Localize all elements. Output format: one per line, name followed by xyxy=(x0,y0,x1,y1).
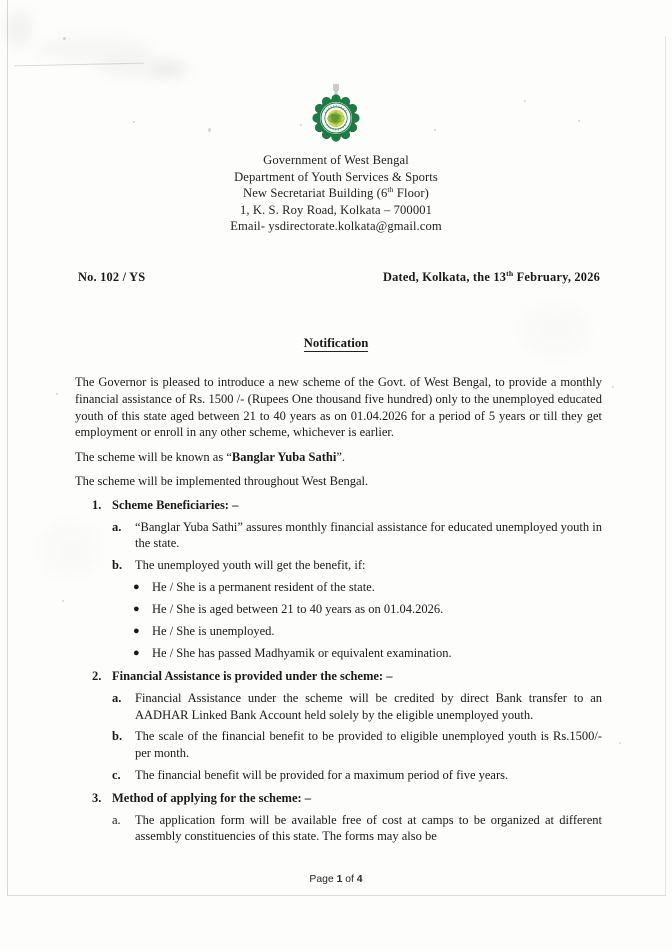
bullet-text: He / She is aged between 21 to 40 years as on 01.04.2026. xyxy=(152,601,444,616)
bullet-text: He / She is unemployed. xyxy=(152,623,275,638)
scan-speck xyxy=(619,742,621,744)
bullet-icon: ● xyxy=(133,580,140,593)
reference-number: No. 102 / YS xyxy=(78,270,146,284)
reference-row xyxy=(78,270,600,285)
reference-date xyxy=(383,270,600,285)
section-2-item-a xyxy=(75,690,602,724)
letterhead-line-email: Email- ysdirectorate.kolkata@gmail.com xyxy=(230,219,442,234)
scan-smudge xyxy=(150,62,190,80)
bullet-text: He / She is a permanent resident of the state. xyxy=(152,579,375,594)
section-1-item-a xyxy=(75,519,602,553)
scan-speck xyxy=(62,600,64,602)
section-heading-3 xyxy=(75,790,602,807)
item-text: The unemployed youth will get the benefit, if: xyxy=(135,558,366,573)
section-marker: 3. xyxy=(92,790,102,805)
section-marker: 1. xyxy=(92,497,102,512)
letterhead-line-building xyxy=(0,185,672,202)
footer-current-page: 1 xyxy=(336,874,343,885)
known-as-suffix: ”. xyxy=(336,450,346,465)
scan-smudge xyxy=(96,56,186,78)
item-marker: c. xyxy=(112,767,121,782)
page-footer xyxy=(0,874,672,885)
item-marker: a. xyxy=(112,812,121,827)
scan-speck xyxy=(56,393,58,395)
letterhead-line-address: 1, K. S. Roy Road, Kolkata – 700001 xyxy=(239,202,433,217)
scheme-name: Banglar Yuba Sathi xyxy=(231,450,337,465)
section-3-item-a xyxy=(75,812,602,846)
item-text: The scale of the financial benefit to be provided to eligible unemployed youth is Rs.1500/- per month. xyxy=(135,729,602,761)
bullet-icon: ● xyxy=(133,624,140,637)
section-heading-1 xyxy=(75,497,602,514)
letterhead-line-government: Government of West Bengal xyxy=(263,153,409,167)
item-marker: a. xyxy=(112,690,122,705)
scheme-name-line xyxy=(75,449,602,466)
section-heading-text: Method of applying for the scheme: – xyxy=(112,790,312,805)
scan-speck xyxy=(612,386,614,388)
date-suffix: February, 2026 xyxy=(513,270,600,284)
letterhead-line-department: Department of Youth Services & Sports xyxy=(234,169,438,184)
implementation-line: The scheme will be implemented throughout West Bengal. xyxy=(75,473,369,488)
item-text: Financial Assistance under the scheme will be credited by direct Bank transfer to an AADHAR Linked Bank Account held solely by the eligible unemployed youth. xyxy=(135,690,602,722)
scan-smudge xyxy=(34,34,154,64)
scan-crease xyxy=(14,63,144,67)
item-marker: b. xyxy=(112,558,123,573)
footer-middle: of xyxy=(342,874,357,885)
notification-title-text: Notification xyxy=(303,336,369,350)
scan-smudge xyxy=(6,10,32,48)
notification-title xyxy=(0,336,672,351)
page-edge-bottom xyxy=(7,895,666,896)
intro-paragraph: The Governor is pleased to introduce a new scheme of the Govt. of West Bengal, to provide a monthly financial assistance of Rs. 1500 /- (Rupees One thousand five hundred) only to the unemployed educated youth of this state aged between 21 to 40 years as on 01.04.2026 for a period of 5 years or till they get employment or enroll in any other scheme, whichever is earlier. xyxy=(75,375,602,440)
footer-total-pages: 4 xyxy=(356,874,363,885)
west-bengal-government-emblem-icon xyxy=(310,84,362,144)
eligibility-bullet-2 xyxy=(75,601,602,618)
building-suffix: Floor) xyxy=(393,186,429,201)
section-heading-text: Scheme Beneficiaries: – xyxy=(112,497,239,512)
eligibility-bullet-1 xyxy=(75,579,602,596)
bullet-text: He / She has passed Madhyamik or equivalent examination. xyxy=(152,645,452,660)
item-text: The financial benefit will be provided for a maximum period of five years. xyxy=(135,767,509,782)
item-marker: b. xyxy=(112,729,123,744)
section-marker: 2. xyxy=(92,668,102,683)
scan-speck xyxy=(63,37,66,40)
building-prefix: New Secretariat Building (6 xyxy=(243,186,388,201)
item-marker: a. xyxy=(112,519,122,534)
item-text: “Banglar Yuba Sathi” assures monthly financial assistance for educated unemployed youth in the state. xyxy=(135,519,602,551)
section-1-item-b xyxy=(75,557,602,574)
document-body xyxy=(75,374,602,850)
item-text: The application form will be available free of cost at camps to be organized at different assembly constituencies of this state. The forms may also be xyxy=(135,812,602,844)
known-as-prefix: The scheme will be known as “ xyxy=(75,450,232,465)
bullet-icon: ● xyxy=(133,602,140,615)
section-2-item-c xyxy=(75,767,602,784)
section-heading-text: Financial Assistance is provided under the scheme: – xyxy=(112,668,393,683)
eligibility-bullet-4 xyxy=(75,645,602,662)
bullet-icon: ● xyxy=(133,646,140,659)
scan-smudge xyxy=(520,300,590,360)
date-prefix: Dated, Kolkata, the 13 xyxy=(382,270,507,284)
section-2-item-b xyxy=(75,728,602,762)
date-ordinal-suffix: th xyxy=(506,268,514,278)
footer-prefix: Page xyxy=(309,874,337,885)
section-heading-2 xyxy=(75,668,602,685)
building-ordinal-suffix: th xyxy=(387,185,394,194)
emblem-container xyxy=(0,84,672,144)
eligibility-bullet-3 xyxy=(75,623,602,640)
letterhead-block xyxy=(0,152,672,235)
